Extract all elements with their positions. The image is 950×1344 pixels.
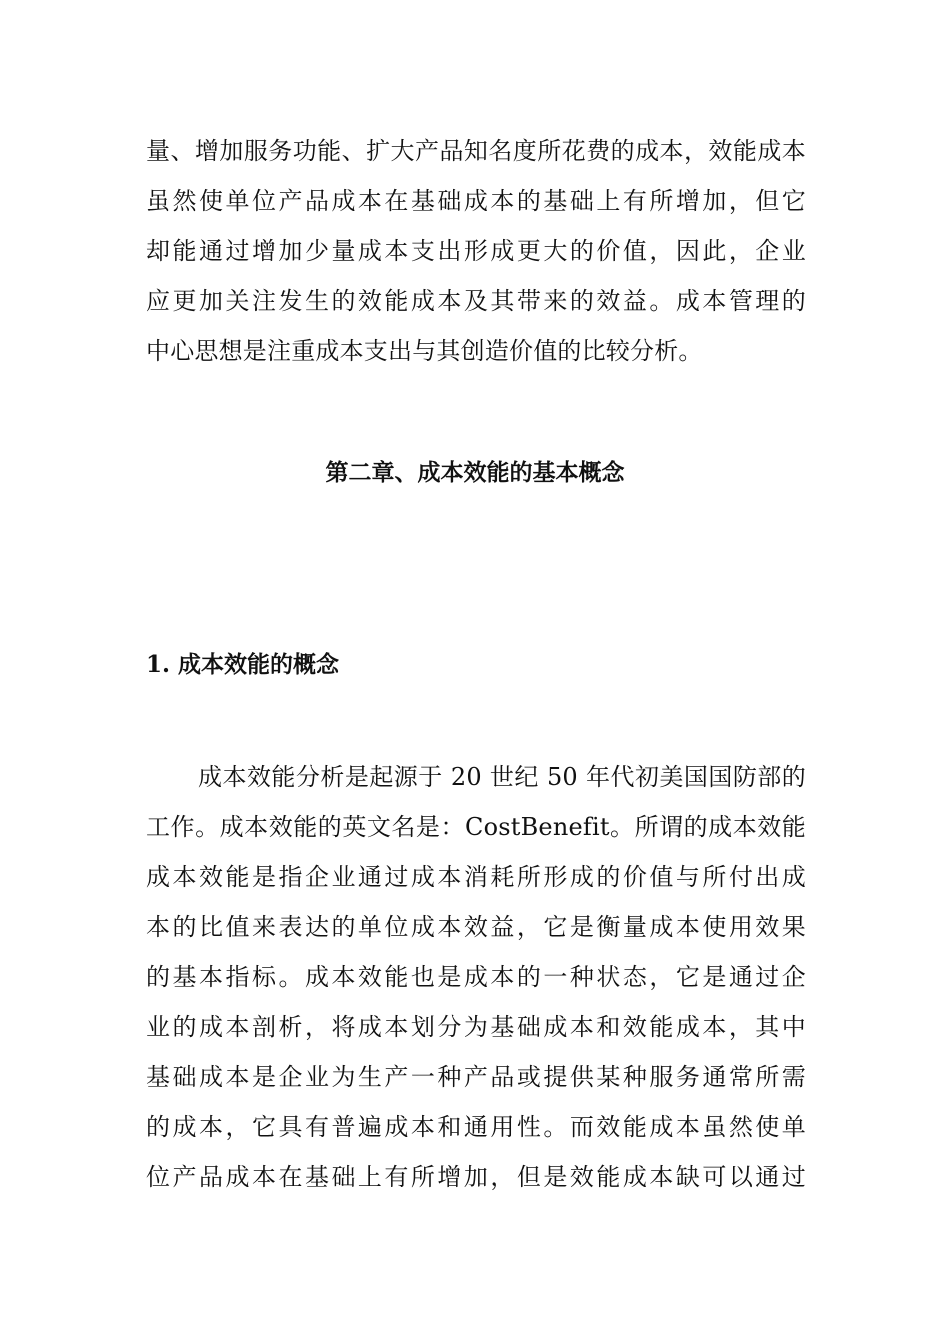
chapter-title: 第二章、成本效能的基本概念 bbox=[325, 459, 625, 486]
paragraph-line: 成本效能分析是起源于 20 世纪 50 年代初美国国防部的 bbox=[198, 763, 806, 791]
paragraph-line: 基础成本是企业为生产一种产品或提供某种服务通常所需 bbox=[146, 1063, 806, 1091]
paragraph-line: 中心思想是注重成本支出与其创造价值的比较分析。 bbox=[146, 337, 703, 365]
section-title: 1. 成本效能的概念 bbox=[146, 651, 340, 678]
paragraph-line: 的成本，它具有普遍成本和通用性。而效能成本虽然使单 bbox=[146, 1113, 806, 1141]
paragraph-line: 虽然使单位产品成本在基础成本的基础上有所增加，但它 bbox=[146, 187, 806, 215]
paragraph-line: 本的比值来表达的单位成本效益，它是衡量成本使用效果 bbox=[146, 913, 806, 941]
paragraph-line: 成本效能是指企业通过成本消耗所形成的价值与所付出成 bbox=[146, 863, 806, 891]
paragraph-line: 的基本指标。成本效能也是成本的一种状态，它是通过企 bbox=[146, 963, 806, 991]
paragraph-line: 位产品成本在基础上有所增加，但是效能成本缺可以通过 bbox=[146, 1163, 806, 1191]
paragraph-line: 业的成本剖析，将成本划分为基础成本和效能成本，其中 bbox=[146, 1013, 806, 1041]
paragraph-line: 应更加关注发生的效能成本及其带来的效益。成本管理的 bbox=[146, 287, 806, 315]
paragraph-line: 量、增加服务功能、扩大产品知名度所花费的成本，效能成本 bbox=[146, 137, 806, 165]
paragraph-line: 却能通过增加少量成本支出形成更大的价值，因此，企业 bbox=[146, 237, 806, 265]
paragraph-line: 工作。成本效能的英文名是：CostBenefit。所谓的成本效能 bbox=[146, 813, 806, 841]
